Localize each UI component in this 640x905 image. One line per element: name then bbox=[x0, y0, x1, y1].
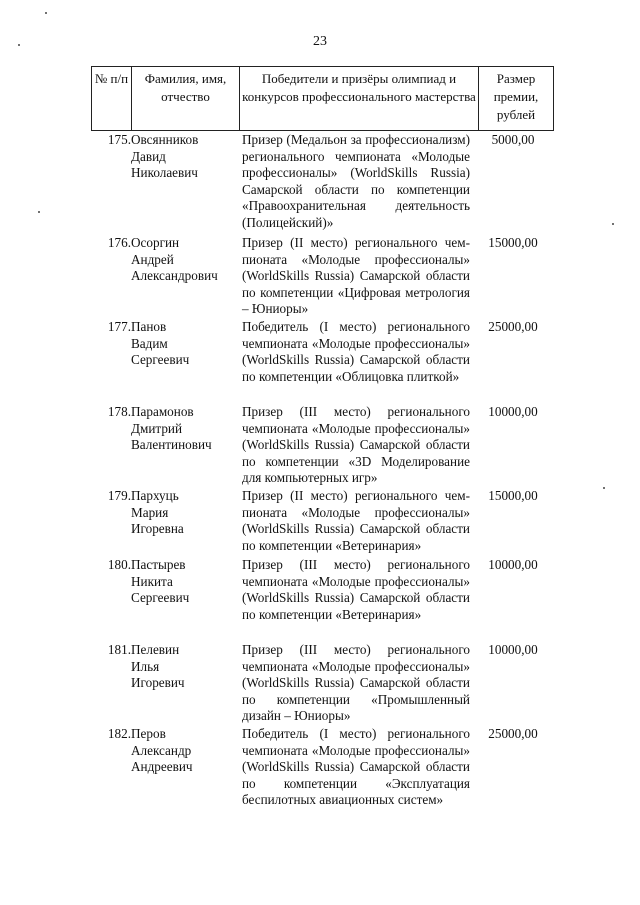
row-amount: 15000,00 bbox=[488, 235, 538, 250]
row-description: Победитель (I место) регионального чемпионата «Молодые профессионалы» (WorldSkills Russia) Самарской области по компетенции «Облицовка плиткой» bbox=[242, 319, 470, 384]
row-name: Парамонов Дмитрий Валентинович bbox=[131, 404, 212, 453]
row-number: 178. bbox=[107, 404, 131, 419]
table-header bbox=[91, 66, 554, 131]
row-number: 181. bbox=[107, 642, 131, 657]
row-description: Призер (III место) регионального чемпионата «Молодые профессионалы» (WorldSkills Russia) Самарской области по компетенции «3D Моделирование для компьютерных игр» bbox=[242, 404, 470, 486]
row-number: 175. bbox=[107, 132, 131, 147]
row-name: Пархуць Мария Игоревна bbox=[131, 488, 184, 537]
row-name: Осоргин Андрей Александрович bbox=[131, 235, 218, 284]
scan-speck bbox=[603, 487, 605, 489]
scan-speck bbox=[612, 223, 614, 225]
row-amount: 10000,00 bbox=[488, 642, 538, 657]
row-number: 182. bbox=[107, 726, 131, 741]
row-name: Пастырев Никита Сергеевич bbox=[131, 557, 190, 606]
row-description: Призер (II место) регионального чемпионата «Молодые профессионалы» (WorldSkills Russia) Самарской области по компетенции «Ветеринария» bbox=[242, 488, 470, 553]
page-number: 23 bbox=[313, 34, 327, 49]
row-amount: 25000,00 bbox=[488, 726, 538, 741]
row-amount: 10000,00 bbox=[488, 404, 538, 419]
row-description: Призер (III место) регионального чемпионата «Молодые профессионалы» (WorldSkills Russia) Самарской области по компетенции «Ветеринария» bbox=[242, 557, 470, 622]
row-name: Пелевин Илья Игоревич bbox=[131, 642, 185, 691]
header-name: Фамилия, имя, отчество bbox=[132, 67, 240, 131]
row-amount: 5000,00 bbox=[491, 132, 535, 147]
scan-speck bbox=[18, 44, 20, 46]
row-number: 179. bbox=[107, 488, 131, 503]
row-name: Овсянников Давид Николаевич bbox=[131, 132, 199, 181]
row-number: 176. bbox=[107, 235, 131, 250]
header-num: № п/п bbox=[92, 67, 132, 131]
header-amount: Размер премии, рублей bbox=[479, 67, 554, 131]
row-description: Победитель (I место) регионального чемпионата «Молодые профессионалы» (WorldSkills Russia) Самарской области по компетенции «Эксплуатация беспилотных авиационных систем» bbox=[242, 726, 470, 808]
row-description: Призер (II место) регионального чемпионата «Молодые профессионалы» (WorldSkills Russia) Самарской области по компетенции «Цифровая метрология – Юниоры» bbox=[242, 235, 470, 317]
row-amount: 10000,00 bbox=[488, 557, 538, 572]
scan-speck bbox=[45, 12, 47, 14]
row-name: Панов Вадим Сергеевич bbox=[131, 319, 190, 368]
header-desc: Победители и призёры олимпиад и конкурсов профессионального мастерства bbox=[240, 67, 479, 131]
row-description: Призер (III место) регионального чемпионата «Молодые профессионалы» (WorldSkills Russia) Самарской области по компетенции «Промышленный дизайн – Юниоры» bbox=[242, 642, 470, 724]
row-description: Призер (Медальон за профессионализм) регионального чемпионата «Молодые профессионалы» (WorldSkills Russia) Самарской области по компетенции «Правоохранительная деятельность (Полицейский)» bbox=[242, 132, 470, 230]
row-number: 177. bbox=[107, 319, 131, 334]
row-amount: 15000,00 bbox=[488, 488, 538, 503]
row-number: 180. bbox=[107, 557, 131, 572]
row-amount: 25000,00 bbox=[488, 319, 538, 334]
row-name: Перов Александр Андреевич bbox=[131, 726, 193, 775]
scan-speck bbox=[38, 211, 40, 213]
